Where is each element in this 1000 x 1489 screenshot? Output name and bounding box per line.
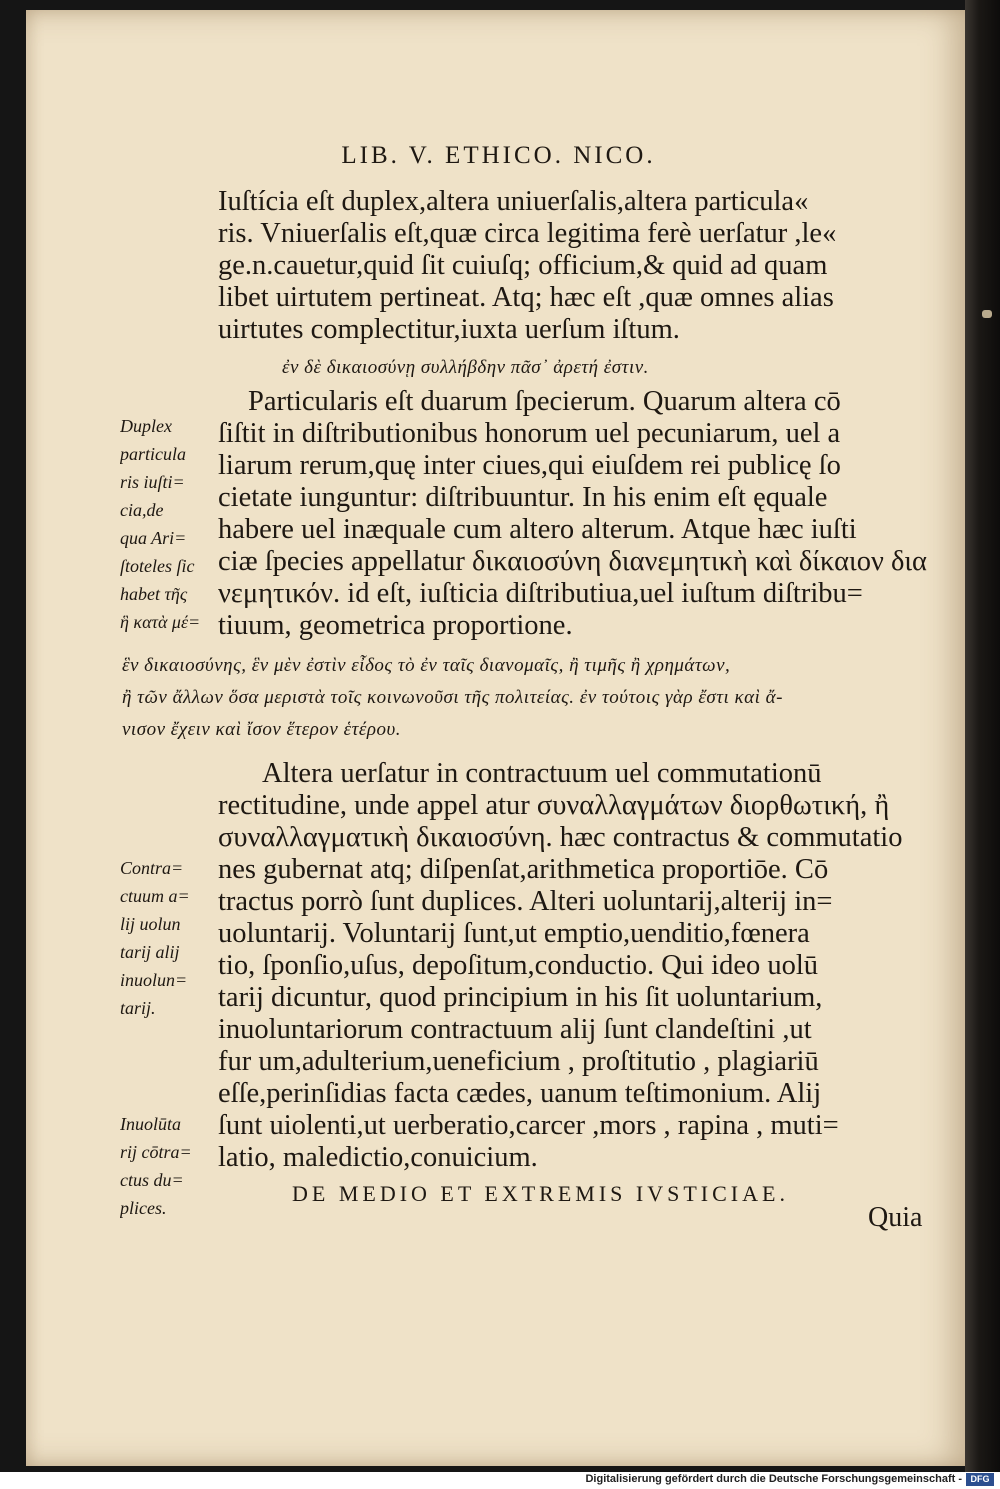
text-line: Altera uerſatur in contractuum uel commutationū — [262, 758, 822, 789]
paragraph-3 — [262, 758, 952, 790]
margin-line: ctus du= — [120, 1170, 184, 1190]
greek-passage-line: νισον ἔχειν καὶ ἴσον ἕτερον ἑτέρου. — [122, 719, 401, 740]
text-line: ciæ ſpecies appellatur δικαιοσύνη διανεμητικὴ καὶ δίκαιον δια — [218, 546, 927, 577]
margin-line: Duplex — [120, 416, 172, 436]
text-line: latio, maledictio,conuicium. — [218, 1142, 538, 1173]
margin-line: ſtoteles ſic — [120, 556, 195, 576]
text-line: nes gubernat atq; diſpenſat,arithmetica proportiōe. Cō — [218, 854, 829, 885]
margin-line: tarij. — [120, 998, 156, 1018]
margin-line: ctuum a= — [120, 886, 190, 906]
text-line: libet uirtutem pertineat. Atq; hæc eſt ,quæ omnes alias — [218, 282, 834, 313]
funding-credit: Digitalisierung gefördert durch die Deutsche Forschungsgemeinschaft - — [585, 1473, 962, 1485]
margin-line: Inuolūta — [120, 1114, 181, 1134]
text-line: fur um,adulterium,ueneficium , proſtitutio , plagiariū — [218, 1046, 819, 1077]
text-line: inuoluntariorum contractuum alij ſunt clandeſtini ,ut — [218, 1014, 812, 1045]
text-line: uoluntarij. Voluntarij ſunt,ut emptio,uenditio,fœnera — [218, 918, 810, 949]
text-line: habere uel inæquale cum altero alterum. Atque hæc iuſti — [218, 514, 857, 545]
text-line: ge.n.cauetur,quid ſit cuiuſq; officium,& quid ad quam — [218, 250, 828, 281]
text-line: συναλλαγματικὴ δικαιοσύνη. hæc contractus & commutatio — [218, 822, 903, 853]
text-line: tractus porrò ſunt duplices. Alteri uoluntarij,alterij in= — [218, 886, 833, 917]
margin-line: particula — [120, 444, 186, 464]
catchword: Quia — [868, 1202, 923, 1233]
greek-quotation: ἐν δὲ δικαιοσύνῃ συλλήβδην πᾶσ᾽ ἀρετή ἐστιν. — [282, 357, 649, 378]
paragraph-2-cont — [218, 418, 948, 642]
text-line: liarum rerum,quę inter ciues,qui eiuſdem rei publicę ſo — [218, 450, 841, 481]
running-title: LIB. V. ETHICO. NICO. — [341, 142, 656, 169]
greek-passage-line: ἢ τῶν ἄλλων ὅσα μεριστὰ τοῖς κοινωνοῦσι τῆς πολιτείας. ἐν τούτοις γὰρ ἔστι καὶ ἄ- — [122, 687, 783, 708]
footer-bar — [0, 1472, 1000, 1489]
text-line: Iuſtícia eſt duplex,altera uniuerſalis,altera particula« — [218, 186, 809, 217]
margin-line: ἣ κατὰ μέ= — [120, 612, 201, 632]
section-heading: DE MEDIO ET EXTREMIS IVSTICIAE. — [292, 1181, 789, 1206]
margin-line: tarij alij — [120, 942, 180, 962]
paragraph-2 — [248, 386, 948, 418]
paragraph-1 — [218, 186, 948, 346]
text-line: uirtutes complectitur,iuxta uerſum iſtum. — [218, 314, 680, 345]
book-spine — [965, 0, 1000, 1472]
text-line: tiuum, geometrica proportione. — [218, 610, 573, 641]
dfg-logo[interactable]: DFG — [966, 1473, 994, 1486]
text-line: νεμητικόν. id eſt, iuſticia diſtributiua,uel iuſtum diſtribu= — [218, 578, 863, 609]
margin-line: rij cōtra= — [120, 1142, 192, 1162]
margin-line: ris iuſti= — [120, 472, 185, 492]
margin-line: habet τῆς — [120, 584, 188, 604]
margin-line: lij uolun — [120, 914, 181, 934]
text-line: ris. Vniuerſalis eſt,quæ circa legitima ferè uerſatur ,le« — [218, 218, 837, 249]
text-line: tarij dicuntur, quod principium in his ſit uoluntarium, — [218, 982, 823, 1013]
text-line: rectitudine, unde appel atur συναλλαγμάτων διορθωτική, ἢ — [218, 790, 890, 821]
margin-note-inuoluntarii — [120, 1110, 216, 1222]
text-line: Particularis eſt duarum ſpecierum. Quarum altera cō — [248, 386, 841, 417]
paragraph-3-cont — [218, 790, 948, 1174]
text-line: tio, ſponſio,uſus, depoſitum,conductio. Qui ideo uolū — [218, 950, 819, 981]
margin-line: Contra= — [120, 858, 184, 878]
text-line: ſunt uiolenti,ut uerberatio,carcer ,mors , rapina , muti= — [218, 1110, 839, 1141]
margin-line: plices. — [120, 1198, 167, 1218]
margin-line: qua Ari= — [120, 528, 187, 548]
margin-line: cia,de — [120, 500, 164, 520]
binding-thread — [982, 310, 992, 318]
greek-passage-line: ἓν δικαιοσύνης, ἓν μὲν ἐστὶν εἶδος τὸ ἐν ταῖς διανομαῖς, ἢ τιμῆς ἢ χρημάτων, — [122, 655, 731, 676]
text-line: cietate iunguntur: diſtribuuntur. In his enim eſt ęquale — [218, 482, 828, 513]
margin-note-duplex — [120, 412, 216, 636]
margin-note-contractuum — [120, 854, 216, 1022]
text-line: eſſe,perinſidias facta cædes, uanum teſtimonium. Alij — [218, 1078, 822, 1109]
text-line: ſiſtit in diſtributionibus honorum uel pecuniarum, uel a — [218, 418, 841, 449]
margin-line: inuolun= — [120, 970, 188, 990]
